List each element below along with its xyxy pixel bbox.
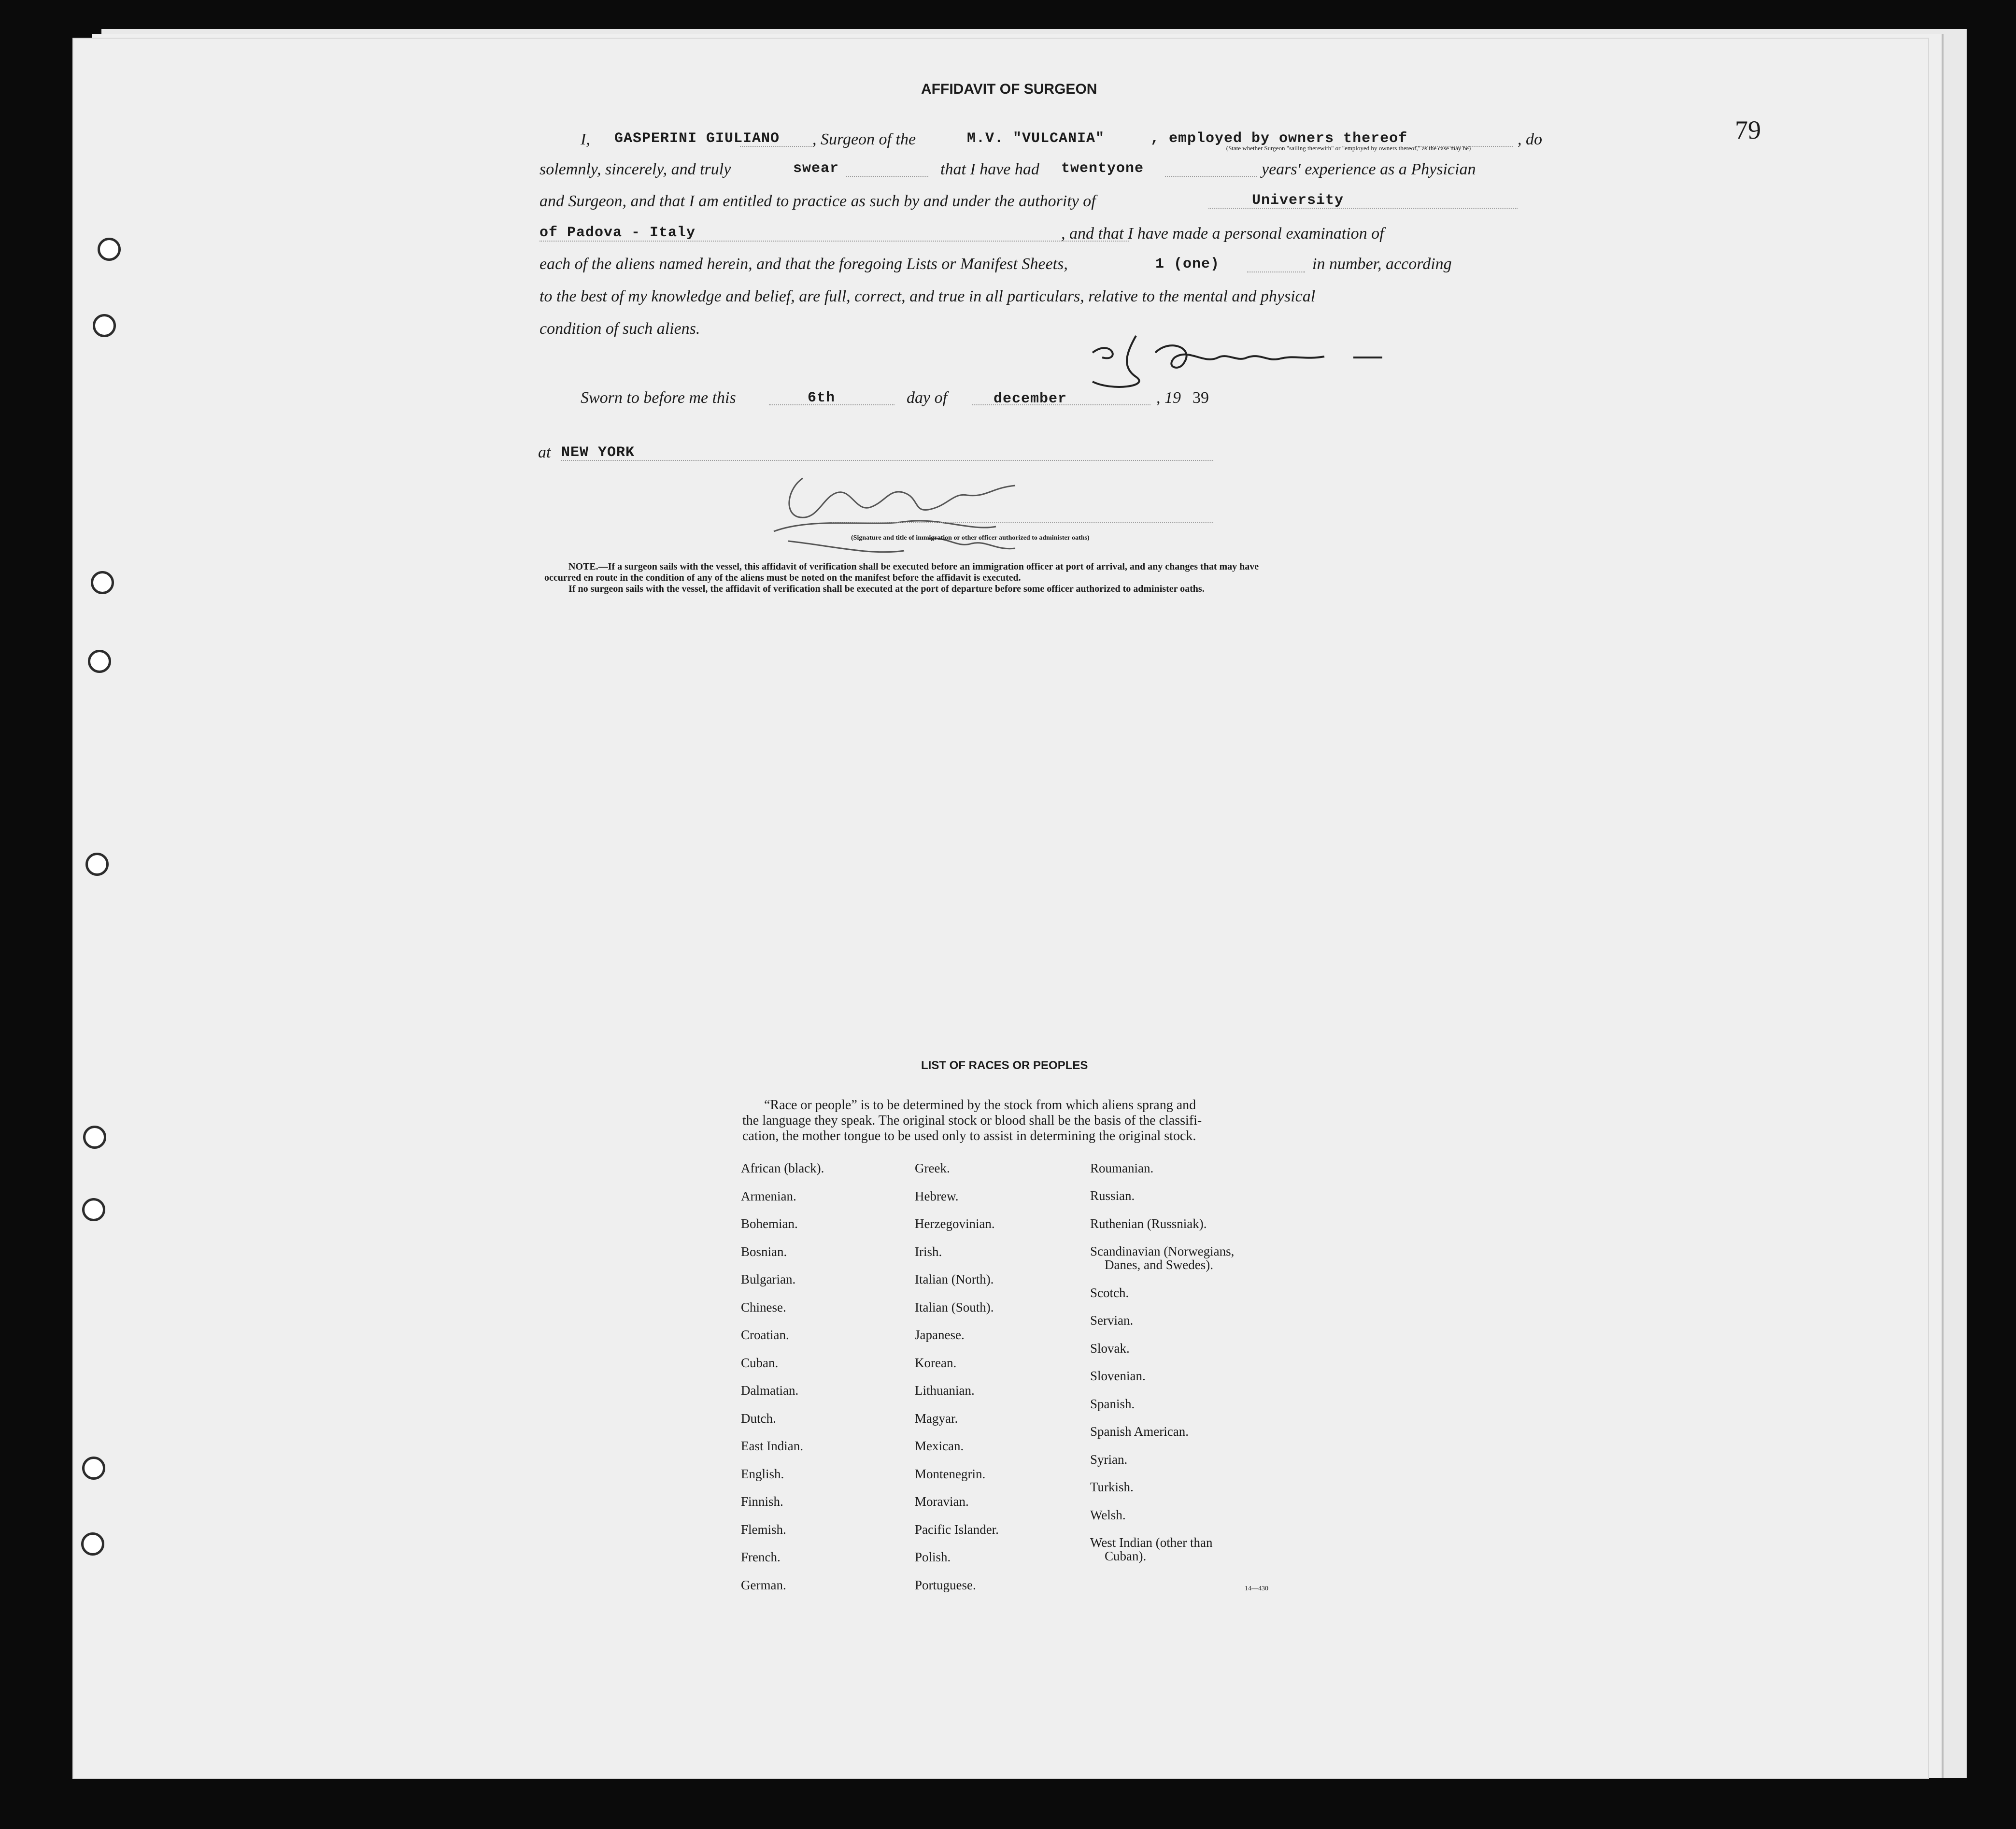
sworn-label: Sworn to before me this [581,389,736,407]
binder-hole [83,1126,106,1149]
race-list-item: Pacific Islander. [915,1522,999,1537]
employment-status: , employed by owners thereof [1150,130,1408,147]
sworn-day: 6th [808,390,836,406]
race-list-item: Chinese. [741,1300,786,1315]
vessel-name: M.V. "VULCANIA" [967,130,1105,147]
fill-line [740,146,812,147]
race-list-item: French. [741,1550,781,1564]
race-list-item: German. [741,1577,786,1592]
race-list-item: Italian (South). [915,1300,994,1315]
affidavit-title: AFFIDAVIT OF SURGEON [921,81,1097,97]
race-list-item: Mexican. [915,1439,964,1453]
binder-hole [98,238,121,261]
surgeon-of-label: , Surgeon of the [812,130,916,148]
races-title: LIST OF RACES OR PEOPLES [921,1059,1088,1072]
race-list-item: Ruthenian (Russniak). [1090,1216,1207,1231]
binder-hole [91,571,114,594]
race-list-item: East Indian. [741,1439,803,1453]
race-list-item: Bosnian. [741,1244,787,1259]
race-list-item: Bohemian. [741,1216,798,1231]
race-list-item: Spanish American. [1090,1424,1189,1439]
solemnly-label: solemnly, sincerely, and truly [539,160,731,178]
race-list-item: Scotch. [1090,1286,1129,1300]
in-number-label: in number, according [1312,255,1452,273]
sworn-year: 39 [1193,389,1209,407]
race-list-item: Roumanian. [1090,1161,1154,1175]
race-list-item: African (black). [741,1161,824,1175]
race-list-item: Greek. [915,1161,950,1175]
each-alien-label: each of the aliens named herein, and that the foregoing Lists or Manifest Sheets, [539,255,1068,273]
race-list-item: Hebrew. [915,1188,959,1203]
race-list-item: Magyar. [915,1411,958,1426]
employment-hint: (State whether Surgeon "sailing therewith" or "employed by owners thereof," as the case may be) [1226,144,1471,152]
race-list-item: Finnish. [741,1494,783,1509]
races-intro-line-2: the language they speak. The original stock or blood shall be the basis of the classifi- [742,1113,1202,1128]
i-label: I, [581,130,590,148]
race-list-item: Scandinavian (Norwegians, [1090,1244,1235,1258]
binder-hole [88,650,111,673]
oath-word: swear [793,160,839,177]
binder-hole [93,314,116,337]
race-list-item: Welsh. [1090,1508,1126,1522]
document-page [72,38,1929,1779]
race-list-item: Syrian. [1090,1452,1128,1467]
form-number: 14—430 [1245,1585,1268,1592]
at-label: at [538,443,551,461]
race-list-item: Flemish. [741,1522,786,1537]
officer-caption: (Signature and title of immigration or other officer authorized to administer oaths) [851,534,1090,542]
race-list-item: Lithuanian. [915,1383,975,1398]
race-list-item: Moravian. [915,1494,969,1509]
race-list-item: Turkish. [1090,1480,1134,1494]
and-surgeon-label: and Surgeon, and that I am entitled to practice as such by and under the authority of [539,192,1096,210]
year-prefix: , 19 [1156,389,1181,407]
binder-hole [82,1457,105,1480]
fill-line [846,176,928,177]
race-list-item: Cuban). [1105,1549,1147,1563]
race-list-item: Slovenian. [1090,1369,1146,1383]
binder-hole [81,1532,104,1556]
personal-exam-label: , and that I have made a personal examination of [1061,225,1384,243]
surgeon-signature [1083,319,1431,391]
race-list-item: Slovak. [1090,1341,1130,1356]
race-list-item: Armenian. [741,1188,796,1203]
race-list-item: Polish. [915,1550,951,1564]
note-line-2: occurred en route in the condition of any of the aliens must be noted on the manifest before the affidavit is executed. [544,572,1021,583]
race-list-item: Croatian. [741,1328,789,1342]
fill-line [832,522,1213,523]
race-list-item: Japanese. [915,1328,965,1342]
race-list-item: Italian (North). [915,1272,994,1286]
race-list-item: Servian. [1090,1313,1134,1328]
do-label: , do [1518,130,1542,148]
sworn-place: NEW YORK [561,444,635,461]
note-line-3: If no surgeon sails with the vessel, the affidavit of verification shall be executed at the port of departure before some officer authorized to administer oaths. [568,584,1205,594]
day-of-label: day of [907,389,948,407]
races-intro-line-1: “Race or people” is to be determined by the stock from which aliens sprang and [764,1098,1196,1113]
race-list-item: Irish. [915,1244,942,1259]
surgeon-name: GASPERINI GIULIANO [614,130,780,147]
race-list-item: Bulgarian. [741,1272,796,1286]
condition-label: condition of such aliens. [539,320,700,338]
fill-line [1165,176,1257,177]
binder-hole [85,853,109,876]
note-line-1: NOTE.—If a surgeon sails with the vessel, this affidavit of verification shall be executed before an immigration officer at port of arrival, and any changes that may have [568,561,1259,572]
race-list-item: Montenegrin. [915,1466,986,1481]
best-of-knowledge-label: to the best of my knowledge and belief, are full, correct, and true in all particulars, relative to the mental and physical [539,287,1316,305]
races-intro-line-3: cation, the mother tongue to be used only to assist in determining the original stock. [742,1129,1196,1143]
race-list-item: Cuban. [741,1355,779,1370]
fill-line [1247,271,1305,272]
page-number: 79 [1735,115,1761,144]
race-list-item: Danes, and Swedes). [1105,1257,1213,1272]
i-have-had-label: that I have had [940,160,1039,178]
race-list-item: Korean. [915,1355,957,1370]
authority-line-2: of Padova - Italy [539,225,696,241]
years-experience-label: years' experience as a Physician [1262,160,1476,178]
fill-line [539,241,1129,242]
race-list-item: Herzegovinian. [915,1216,995,1231]
manifest-sheets-count: 1 (one) [1155,256,1220,272]
race-list-item: Spanish. [1090,1397,1135,1411]
officer-signature [745,459,1064,570]
race-list-item: West Indian (other than [1090,1535,1213,1550]
authority-line-1: University [1252,192,1344,209]
race-list-item: Dutch. [741,1411,776,1426]
race-list-item: English. [741,1466,784,1481]
race-list-item: Portuguese. [915,1577,976,1592]
race-list-item: Russian. [1090,1188,1135,1203]
race-list-item: Dalmatian. [741,1383,799,1398]
years-experience-value: twentyone [1061,160,1144,177]
sworn-month: december [994,391,1067,407]
binder-hole [82,1198,105,1221]
